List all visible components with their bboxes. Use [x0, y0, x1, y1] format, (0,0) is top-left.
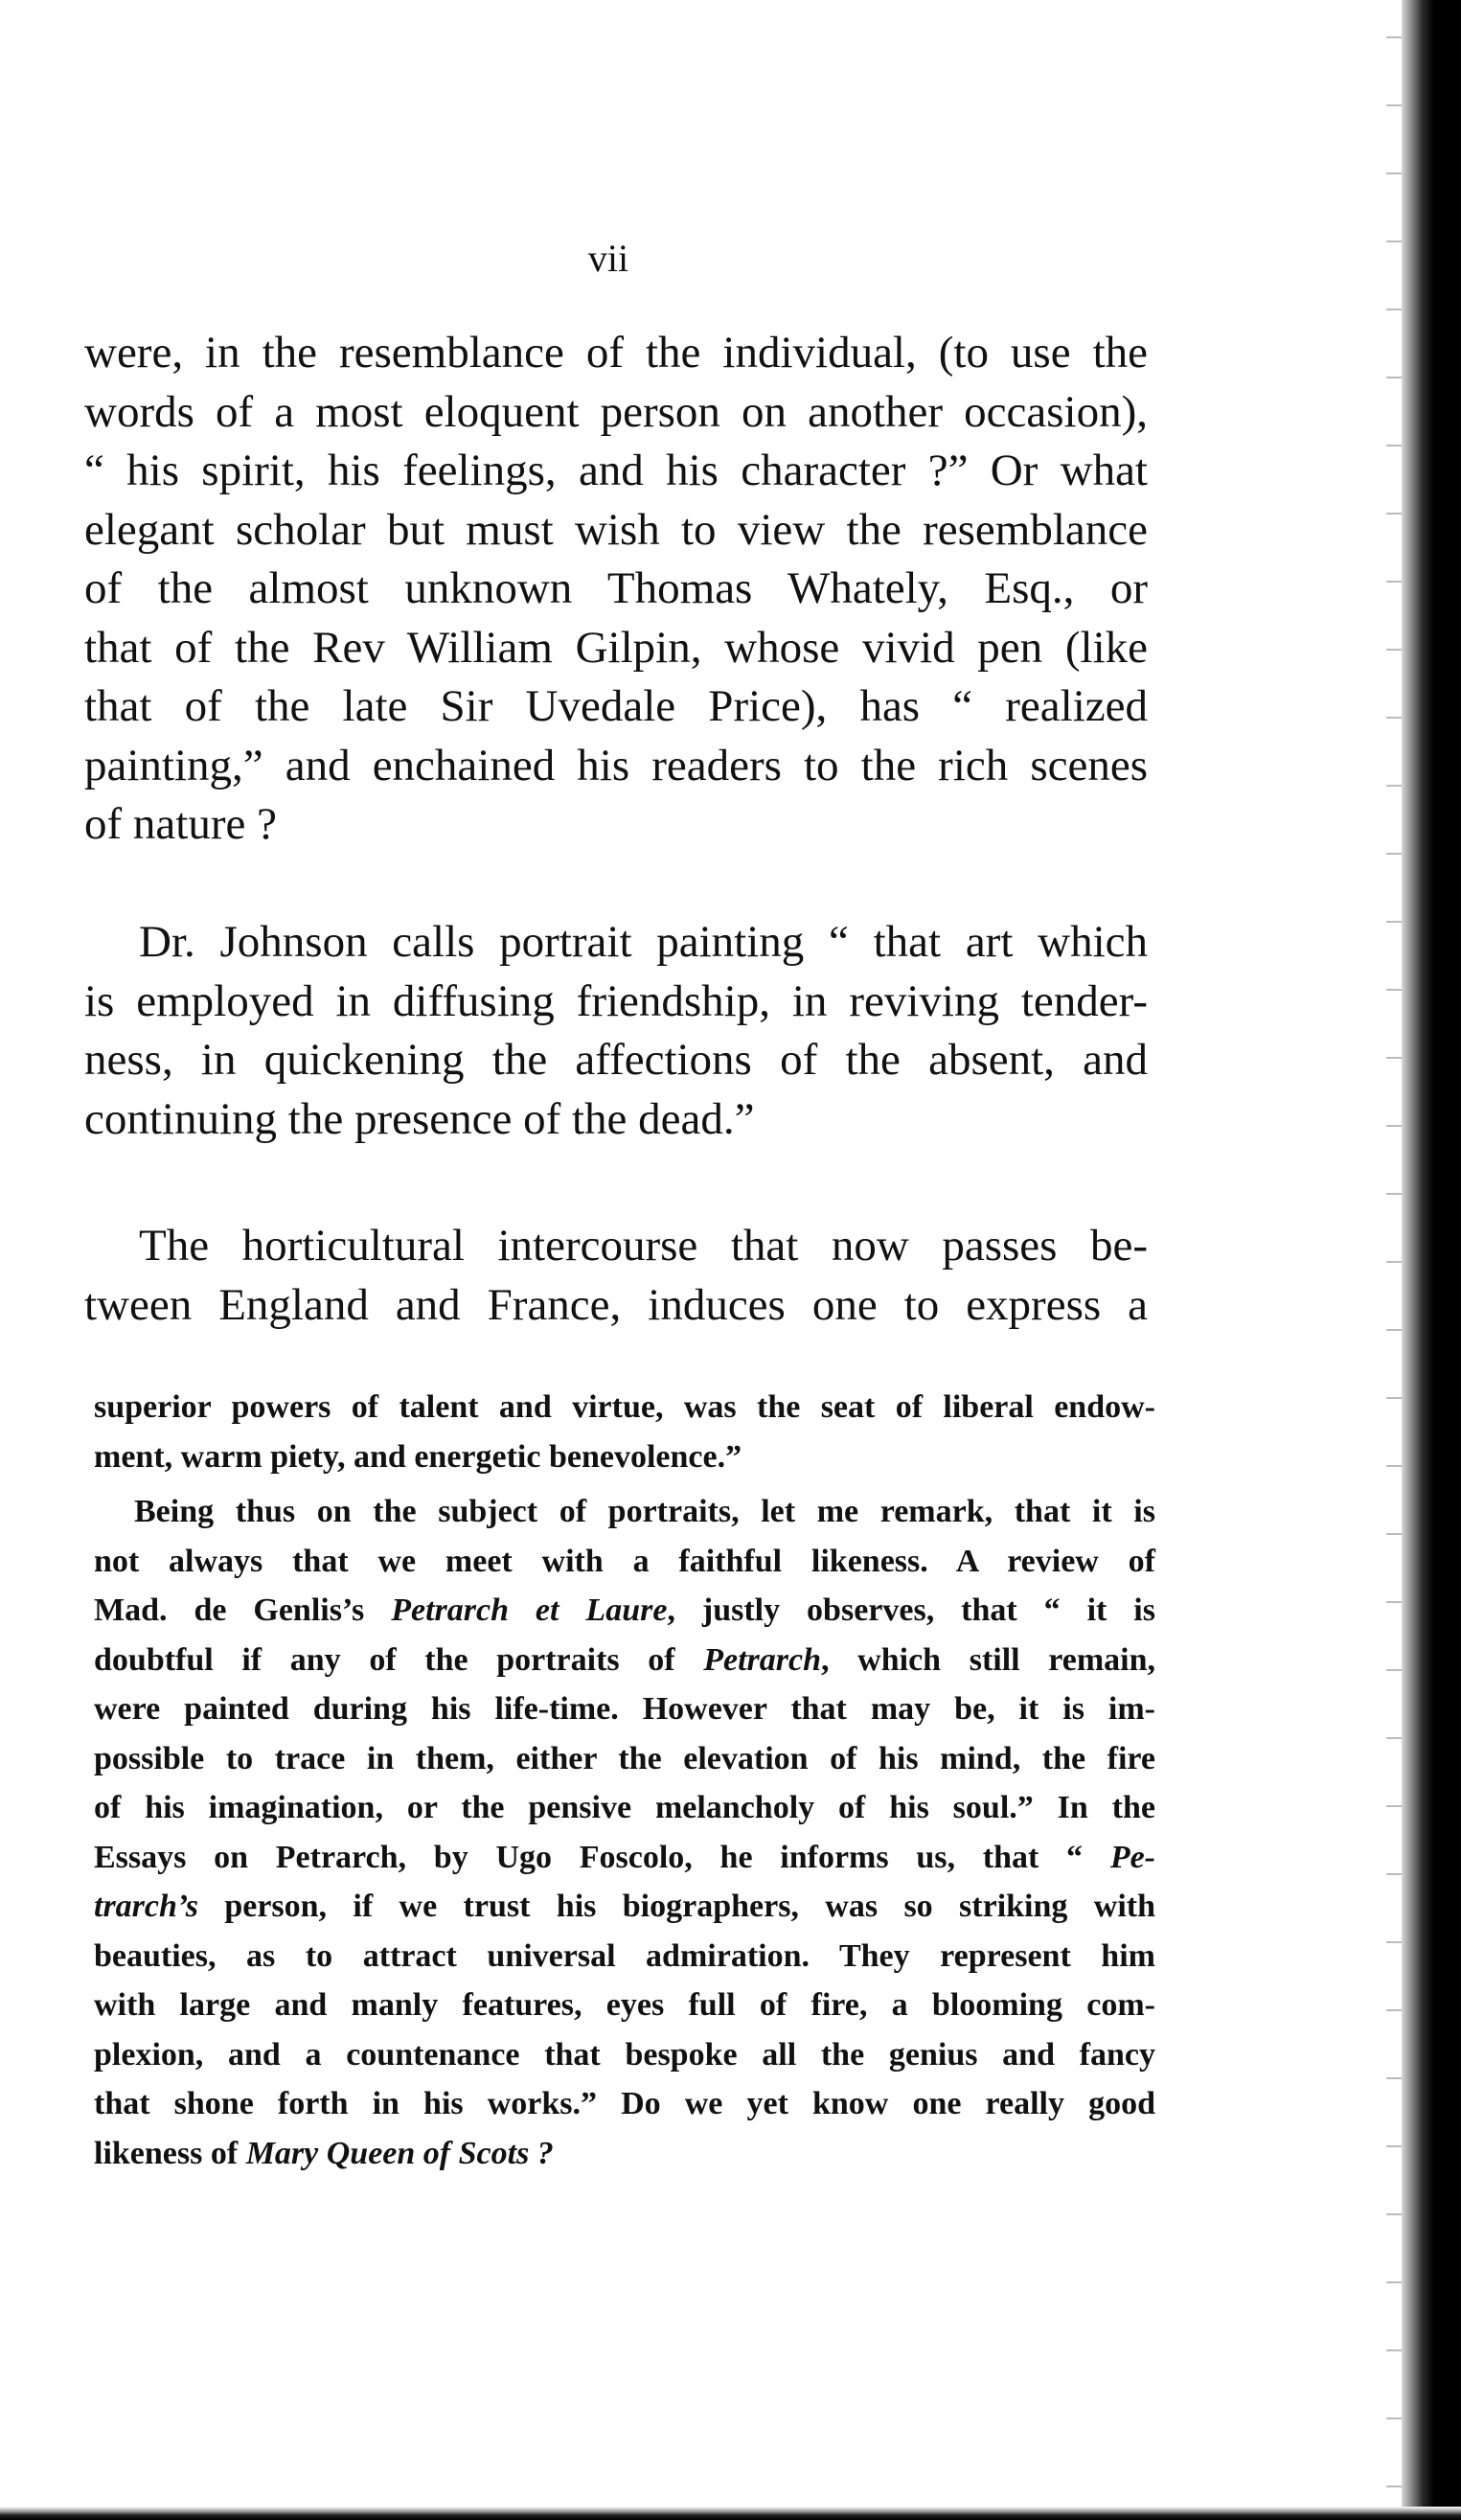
- body-paragraph-3: [84, 1217, 1148, 1335]
- italic-name: Petrarch: [703, 1641, 822, 1678]
- text-line: is employed in diffusing friendship, in reviving tender-: [84, 975, 1148, 1026]
- footnote-line: superior powers of talent and virtue, was the seat of liberal endow-: [94, 1389, 1155, 1425]
- italic-name: Pe-: [1109, 1839, 1155, 1875]
- text-line: “ his spirit, his feelings, and his character ?” Or what: [84, 446, 1148, 495]
- footnote-continuation: [94, 1383, 1155, 1481]
- body-paragraph-1: [84, 324, 1148, 855]
- footnote-line: with large and manly features, eyes full of fire, a blooming com-: [94, 1987, 1155, 2023]
- line-text: Essays on Petrarch, by Ugo Foscolo, he informs us, that “: [94, 1839, 1110, 1875]
- text-line: Dr. Johnson calls portrait painting “ that art which: [139, 917, 1148, 967]
- text-line: that of the late Sir Uvedale Price), has “ realized: [84, 681, 1148, 731]
- page-edge-speckle: [1386, 0, 1402, 2520]
- footnote-line: [94, 1882, 1155, 1932]
- footnote-line: possible to trace in them, either the elevation of his mind, the fire: [94, 1740, 1155, 1776]
- footnote-line: that shone forth in his works.” Do we yet know one really good: [94, 2086, 1155, 2121]
- line-text: person, if we trust his biographers, was so striking with: [197, 1889, 1155, 1924]
- footnote-line: [94, 1586, 1155, 1636]
- italic-name: trarch’s: [94, 1889, 198, 1924]
- footnote-line: not always that we meet with a faithful likeness. A review of: [94, 1543, 1155, 1579]
- footnote-line: of his imagination, or the pensive melancholy of his soul.” In the: [94, 1790, 1155, 1825]
- page-number: vii: [587, 237, 629, 280]
- text-line: of the almost unknown Thomas Whately, Esq., or: [84, 563, 1148, 613]
- line-text: , which still remain,: [821, 1641, 1155, 1678]
- text-line: of nature ?: [84, 799, 277, 849]
- line-text: doubtful if any of the portraits of: [94, 1641, 704, 1678]
- footnote-line: were painted during his life-time. However that may be, it is im-: [94, 1691, 1155, 1727]
- text-line: The horticultural intercourse that now passes be-: [139, 1221, 1148, 1271]
- footnote-line: [94, 2129, 1155, 2179]
- footnote-line: [94, 1636, 1155, 1685]
- text-line: that of the Rev William Gilpin, whose vivid pen (like: [84, 622, 1148, 673]
- text-line: tween England and France, induces one to express a: [84, 1279, 1148, 1330]
- page-edge-shadow: [1402, 0, 1461, 2520]
- line-text: Mad. de Genlis’s: [94, 1592, 392, 1628]
- line-text: likeness of: [94, 2135, 246, 2171]
- body-paragraph-2: [84, 913, 1148, 1149]
- page-bottom-edge: [0, 2507, 1461, 2520]
- text-line: ness, in quickening the affections of the absent, and: [84, 1035, 1148, 1085]
- italic-name: Mary Queen of Scots ?: [245, 2135, 554, 2171]
- footnote-line: plexion, and a countenance that bespoke all the genius and fancy: [94, 2036, 1155, 2073]
- footnote-line: [94, 1833, 1155, 1883]
- text-line: were, in the resemblance of the individual, (to use the: [84, 328, 1148, 378]
- italic-title: Petrarch et Laure: [391, 1592, 668, 1628]
- footnote-line: ment, warm piety, and energetic benevolence.”: [94, 1438, 742, 1475]
- text-line: painting,” and enchained his readers to the rich scenes: [84, 740, 1148, 790]
- text-line: elegant scholar but must wish to view the resemblance: [84, 504, 1148, 555]
- text-line: words of a most eloquent person on another occasion),: [84, 386, 1148, 437]
- footnote-line: beauties, as to attract universal admiration. They represent him: [94, 1937, 1155, 1974]
- text-line: continuing the presence of the dead.”: [84, 1093, 755, 1144]
- footnote-portraits: [94, 1487, 1155, 2178]
- line-text: , justly observes, that “ it is: [667, 1592, 1155, 1628]
- footnote-line: Being thus on the subject of portraits, let me remark, that it is: [134, 1494, 1155, 1529]
